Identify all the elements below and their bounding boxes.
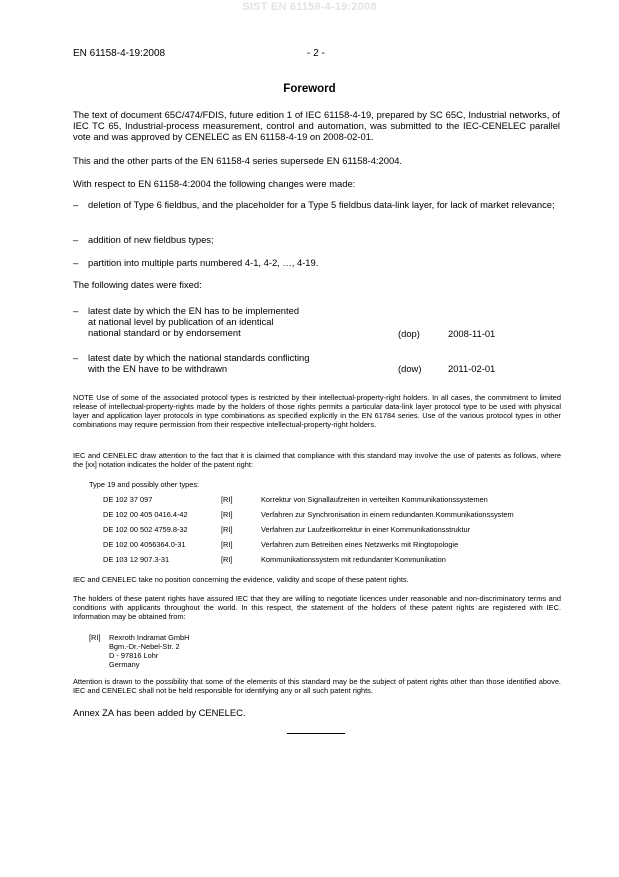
patent-description: Korrektur von Signallaufzeiten in verteilten Kommunikationssystemen — [261, 495, 488, 504]
patent-attention: Attention is drawn to the possibility that some of the elements of this standard may be the subject of patent rights other than those identified above. IEC and CENELEC shall not be held responsible for identifying any or all such patent rights. — [73, 677, 561, 695]
foreword-paragraph-3: With respect to EN 61158-4:2004 the following changes were made: — [73, 178, 356, 189]
patent-assurance: The holders of these patent rights have assured IEC that they are willing to negotiate licences under reasonable and non-discriminatory terms and conditions with applicants throughout the world. In this respect, the statement of the holders of these patent rights are registered with IEC. Information may be obtained from: — [73, 594, 561, 621]
end-rule — [287, 733, 345, 734]
date-item-line: latest date by which the national standards conflicting — [88, 352, 310, 363]
patent-row — [0, 540, 619, 550]
patent-number: DE 102 00 405 0416.4-42 — [103, 510, 188, 519]
patent-description: Verfahren zum Betreiben eines Netzwerks mit Ringtopologie — [261, 540, 459, 549]
annex-note: Annex ZA has been added by CENELEC. — [73, 707, 246, 718]
patent-number: DE 102 00 502 4759.8-32 — [103, 525, 188, 534]
date-item-line: national standard or by endorsement — [88, 327, 241, 338]
list-bullet: – — [73, 305, 79, 316]
patent-number: DE 102 00 4056364.0-31 — [103, 540, 186, 549]
patent-row — [0, 555, 619, 565]
patent-holder-code: [RI] — [221, 510, 233, 519]
change-item: partition into multiple parts numbered 4-1, 4-2, …, 4-19. — [88, 257, 319, 268]
list-bullet: – — [73, 257, 79, 268]
date-item-line: at national level by publication of an identical — [88, 316, 274, 327]
patent-row — [0, 495, 619, 505]
change-item: deletion of Type 6 fieldbus, and the placeholder for a Type 5 fieldbus data-link layer, for lack of market relevance; — [88, 199, 555, 210]
holder-name: Rexroth Indramat GmbH — [109, 633, 190, 642]
patent-holder-code: [RI] — [221, 495, 233, 504]
patent-holder-code: [RI] — [221, 540, 233, 549]
list-bullet: – — [73, 199, 79, 210]
patent-row — [0, 510, 619, 520]
date-abbr: (dop) — [398, 328, 420, 339]
document-id: EN 61158-4-19:2008 — [73, 48, 166, 59]
date-item-line: with the EN have to be withdrawn — [88, 363, 228, 374]
holder-city: D - 97816 Lohr — [109, 651, 159, 660]
patent-description: Kommunikationssystem mit redundanter Kommunikation — [261, 555, 446, 564]
list-bullet: – — [73, 352, 79, 363]
date-item-line: latest date by which the EN has to be implemented — [88, 305, 300, 316]
foreword-paragraph-2: This and the other parts of the EN 61158-4 series supersede EN 61158-4:2004. — [73, 155, 403, 166]
patent-holder-code: [RI] — [221, 555, 233, 564]
patent-row — [0, 525, 619, 535]
date-item-dow — [88, 352, 358, 374]
holder-street: Bgm.-Dr.-Nebel-Str. 2 — [109, 642, 180, 651]
patent-type-label: Type 19 and possibly other types: — [89, 480, 200, 489]
page-number: - 2 - — [307, 48, 325, 59]
foreword-paragraph-4: The following dates were fixed: — [73, 279, 202, 290]
patent-number: DE 103 12 907.3-31 — [103, 555, 170, 564]
patent-description: Verfahren zur Synchronisation in einem redundanten Kommunikationssystem — [261, 510, 514, 519]
patent-holder-address — [109, 633, 190, 669]
note-paragraph: NOTE Use of some of the associated protocol types is restricted by their intellectual-property-right holders. In all cases, the commitment to limited release of intellectual-property-rights made by the holders of those rights permits a particular data-link layer protocol type to be used with physical layer and application layer protocols in type combinations as specified explicitly in the EN 61784 series. Use of the various protocol types in other combinations may require permission from their respective intellectual-property-right holders. — [73, 393, 561, 429]
change-item: addition of new fieldbus types; — [88, 234, 214, 245]
patent-intro: IEC and CENELEC draw attention to the fact that it is claimed that compliance with this standard may involve the use of patents as follows, where the [xx] notation indicates the holder of the patent right: — [73, 451, 561, 469]
watermark: SIST EN 61158-4-19:2008 — [242, 1, 377, 13]
patent-holder-code: [RI] — [221, 525, 233, 534]
date-value: 2008-11-01 — [448, 328, 496, 339]
date-abbr: (dow) — [398, 363, 422, 374]
date-value: 2011-02-01 — [448, 363, 496, 374]
patent-no-position: IEC and CENELEC take no position concerning the evidence, validity and scope of these patent rights. — [73, 575, 409, 584]
list-bullet: – — [73, 234, 79, 245]
holder-country: Germany — [109, 660, 140, 669]
page-title: Foreword — [283, 83, 336, 95]
foreword-paragraph-1: The text of document 65C/474/FDIS, future edition 1 of IEC 61158-4-19, prepared by SC 65C, Industrial networks, of IEC TC 65, Industrial-process measurement, control and automation, was submitted to the IEC-CENELEC parallel vote and was approved by CENELEC as EN 61158-4-19 on 2008-02-01. — [73, 109, 560, 142]
patent-description: Verfahren zur Laufzeitkorrektur in einer Kommunikationsstruktur — [261, 525, 471, 534]
patent-holder-code: [RI] — [89, 633, 101, 642]
patent-number: DE 102 37 097 — [103, 495, 153, 504]
date-item-dop — [88, 305, 358, 338]
